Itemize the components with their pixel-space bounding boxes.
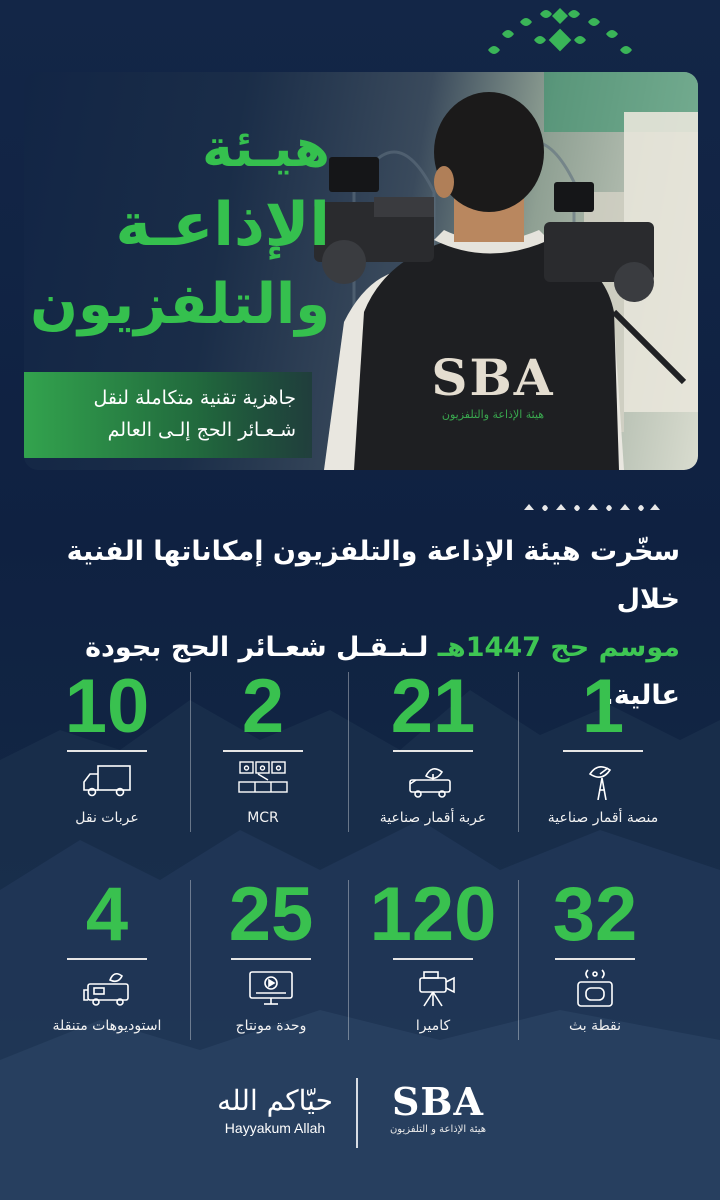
sba-mark: SBA xyxy=(391,1079,485,1124)
stat-rule xyxy=(563,750,643,752)
sba-footer-logo xyxy=(378,1080,498,1135)
satellite-tower-icon xyxy=(578,760,628,800)
stat-label: كاميرا xyxy=(415,1018,451,1034)
stat-label: MCR xyxy=(247,810,279,826)
footer-divider xyxy=(356,1078,358,1148)
stat-rule xyxy=(393,958,473,960)
hayyakum-logo xyxy=(210,1082,340,1136)
intro-line2-rest: لـنـقـل شعـائر الحج بجودة عالية. xyxy=(85,632,680,711)
hero-title-line2: الإذاعـة xyxy=(115,190,330,260)
stat-rule xyxy=(67,750,147,752)
stat-value: 4 xyxy=(85,872,129,957)
transport-truck-icon xyxy=(82,760,132,800)
stat-value: 21 xyxy=(390,664,476,749)
editing-unit-icon xyxy=(246,968,296,1008)
stat-mobile-studios xyxy=(32,872,182,1072)
vest-logo-subtitle: هيئة الإذاعة والتلفزيون xyxy=(441,408,545,421)
mobile-studio-icon xyxy=(82,968,132,1008)
hayyakum-arabic: حيّاكم الله xyxy=(217,1084,333,1117)
vest-logo-mark: SBA xyxy=(431,348,555,407)
column-divider xyxy=(348,880,349,1040)
stat-editing-units xyxy=(196,872,346,1072)
hero-title-line1: هيـئة xyxy=(202,119,330,179)
stat-rule xyxy=(223,750,303,752)
sba-subtitle: هيئة الإذاعة و التلفزيون xyxy=(389,1124,487,1135)
stat-value: 10 xyxy=(64,664,150,749)
camera-icon xyxy=(408,968,458,1008)
hero-caption-line1: جاهزية تقنية متكاملة لنقل xyxy=(93,387,296,409)
stat-value: 120 xyxy=(369,872,497,957)
stat-label: عربة أقمار صناعية xyxy=(379,810,487,826)
intro-line2-highlight: موسم حج 1447هـ xyxy=(437,632,680,663)
satellite-truck-icon xyxy=(408,760,458,800)
column-divider xyxy=(190,880,191,1040)
stat-rule xyxy=(555,958,635,960)
column-divider xyxy=(190,672,191,832)
leaf-emblem-icon xyxy=(470,0,650,72)
stat-rule xyxy=(67,958,147,960)
stat-label: استوديوهات متنقلة xyxy=(52,1018,162,1034)
stat-label: عربات نقل xyxy=(75,810,139,826)
hero-caption-line2: شـعـائر الحج إلـى العالم xyxy=(107,419,296,441)
intro-line1: سخّرت هيئة الإذاعة والتلفزيون إمكاناتها الفنية خلال xyxy=(66,536,680,615)
stat-transport-trucks xyxy=(32,664,182,864)
stat-value: 1 xyxy=(581,664,625,749)
stat-rule xyxy=(231,958,311,960)
stat-value: 2 xyxy=(241,664,285,749)
hero-banner xyxy=(24,72,698,470)
column-divider xyxy=(518,672,519,832)
stat-satellite-platform xyxy=(528,664,678,864)
broadcast-point-icon xyxy=(570,968,620,1008)
vest-logo xyxy=(408,350,578,421)
stat-label: منصة أقمار صناعية xyxy=(547,810,659,826)
stat-mcr xyxy=(188,664,338,864)
stat-value: 25 xyxy=(228,872,314,957)
stat-label: نقطة بث xyxy=(568,1018,622,1034)
stat-cameras xyxy=(358,872,508,1072)
stat-broadcast-points xyxy=(520,872,670,1072)
decorative-pattern-icon xyxy=(520,498,660,514)
hayyakum-english: Hayyakum Allah xyxy=(224,1120,326,1136)
stat-satellite-truck xyxy=(358,664,508,864)
hero-title-line3: والتلفزيون xyxy=(30,272,330,337)
stat-label: وحدة مونتاج xyxy=(235,1018,307,1034)
hero-title xyxy=(30,114,330,344)
column-divider xyxy=(518,880,519,1040)
stat-value: 32 xyxy=(552,872,638,957)
control-room-icon xyxy=(238,760,288,800)
column-divider xyxy=(348,672,349,832)
stat-rule xyxy=(393,750,473,752)
hero-caption xyxy=(24,372,312,458)
